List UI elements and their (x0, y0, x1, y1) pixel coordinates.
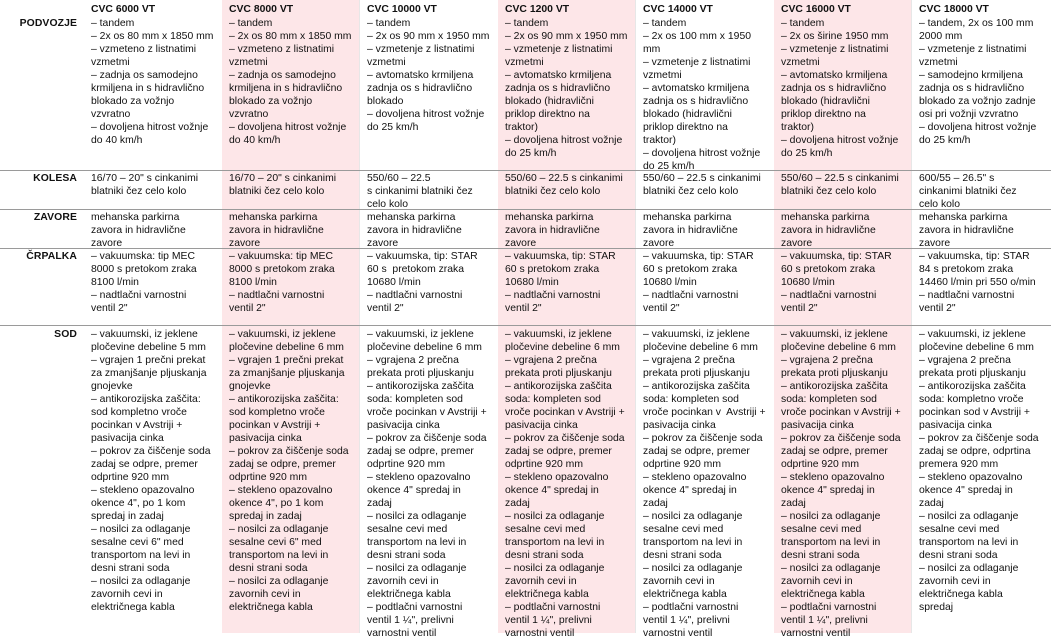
table-cell: mehanska parkirna zavora in hidravlične zavore (643, 212, 738, 249)
table-cell: – tandem – 2x os 80 mm x 1850 mm – vzmeteno z listnatimi vzmetmi – zadnja os samodejno krmiljena in s hidravlično blokado za vožnjo vzvratno – dovoljena hitrost vožnje do 40 km/h (91, 18, 214, 146)
row-label-zavore: ZAVORE (33, 212, 77, 223)
column-separator (911, 0, 912, 633)
table-cell: mehanska parkirna zavora in hidravlične zavore (505, 212, 600, 249)
table-cell: – vakuumski, iz jeklene pločevine debeline 5 mm – vgrajen 1 prečni prekat za zmanjšanje pljuskanja gnojevke – antikorozijska zaščita: sod kompletno vroče pocinkan v Avstriji + pasivacija cinka – pokrov za čiščenje soda zadaj se odpre, premer odprtine 920 mm – stekleno opazovalno okence 4", po 1 kom spredaj in zadaj – nosilci za odlaganje sesalne cevi 6" med transportom na levi in desni strani soda – nosilci za odlaganje zavornih cevi in električnega kabla (91, 329, 211, 613)
row-divider (0, 170, 1051, 171)
row-label-sod: SOD (54, 329, 77, 340)
table-cell: – vakuumska, tip: STAR 60 s pretokom zraka 10680 l/min – nadtlačni varnostni ventil 2" (367, 251, 478, 314)
table-cell: mehanska parkirna zavora in hidravlične zavore (919, 212, 1014, 249)
table-cell: 600/55 – 26.5" s cinkanimi blatniki čez celo kolo (919, 173, 1017, 210)
column-header-model: CVC 1200 VT (505, 4, 570, 15)
column-header-model: CVC 8000 VT (229, 4, 294, 15)
column-separator (359, 0, 360, 633)
table-cell: mehanska parkirna zavora in hidravlične zavore (781, 212, 876, 249)
table-cell: – tandem – 2x os 90 mm x 1950 mm – vzmetenje z listnatimi vzmetmi – avtomatsko krmiljena zadnja os s hidravlično blokado – dovoljena hitrost vožnje do 25 km/h (367, 18, 490, 133)
table-cell: – vakuumski, iz jeklene pločevine debeline 6 mm – vgrajena 2 prečna prekata proti pljuskanju – antikorozijska zaščita soda: kompleten sod vroče pocinkan v Avstriji + pasivacija cinka – pokrov za čiščenje soda zadaj se odpre, premer odprtine 920 mm – stekleno opazovalno okence 4" spredaj in zadaj – nosilci za odlaganje sesalne cevi med transportom na levi in desni strani soda – nosilci za odlaganje zavornih cevi in električnega kabla – podtlačni varnostni ventil 1 ¼", prelivni varnostni ventil (505, 329, 625, 639)
table-cell: – vakuumska: tip MEC 8000 s pretokom zraka 8100 l/min – nadtlačni varnostni ventil 2" (229, 251, 335, 314)
table-cell: – vakuumska, tip: STAR 60 s pretokom zraka 10680 l/min – nadtlačni varnostni ventil 2" (643, 251, 754, 314)
row-divider (0, 209, 1051, 210)
row-divider (0, 325, 1051, 326)
table-cell: 16/70 – 20" s cinkanimi blatniki čez celo kolo (91, 173, 199, 197)
column-header-model: CVC 14000 VT (643, 4, 713, 15)
table-cell: – vakuumski, iz jeklene pločevine debeline 6 mm – vgrajen 1 prečni prekat za zmanjšanje pljuskanja gnojevke – antikorozijska zaščita: sod kompletno vroče pocinkan v Avstriji + pasivacija cinka – pokrov za čiščenje soda zadaj se odpre, premer odprtine 920 mm – stekleno opazovalno okence 4", po 1 kom spredaj in zadaj – nosilci za odlaganje sesalne cevi 6" med transportom na levi in desni strani soda – nosilci za odlaganje zavornih cevi in električnega kabla (229, 329, 349, 613)
row-label-crpalka: ČRPALKA (26, 251, 77, 262)
table-cell: – vakuumski, iz jeklene pločevine debeline 6 mm – vgrajena 2 prečna prekata proti pljuskanju – antikorozijska zaščita soda: kompletno vroče pocinkan sod v Avstriji + pasivacija cinka – pokrov za čiščenje soda zadaj se odpre, odprtina premera 920 mm – stekleno opazovalno okence 4" spredaj in zadaj – nosilci za odlaganje sesalne cevi med transportom na levi in desni strani soda – nosilci za odlaganje zavornih cevi in električnega kabla spredaj (919, 329, 1039, 613)
table-cell: – vakuumska, tip: STAR 84 s pretokom zraka 14460 l/min pri 550 o/min – nadtlačni varnostni ventil 2" (919, 251, 1036, 314)
table-cell: – vakuumska, tip: STAR 60 s pretokom zraka 10680 l/min – nadtlačni varnostni ventil 2" (781, 251, 892, 314)
table-cell: 550/60 – 22.5 s cinkanimi blatniki čez celo kolo (643, 173, 761, 197)
column-header-model: CVC 6000 VT (91, 4, 156, 15)
table-cell: – vakuumski, iz jeklene pločevine debeline 6 mm – vgrajena 2 prečna prekata proti pljuskanju – antikorozijska zaščita soda: kompleten sod vroče pocinkan v Avstriji + pasivacija cinka – pokrov za čiščenje soda zadaj se odpre, premer odprtine 920 mm – stekleno opazovalno okence 4" spredaj in zadaj – nosilci za odlaganje sesalne cevi med transportom na levi in desni strani soda – nosilci za odlaganje zavornih cevi in električnega kabla – podtlačni varnostni ventil 1 ¼", prelivni varnostni ventil (781, 329, 901, 639)
table-cell: – tandem – 2x os 90 mm x 1950 mm – vzmetenje z listnatimi vzmetmi – avtomatsko krmiljena zadnja os s hidravlično blokado (hidravlični priklop direktno na traktor) – dovoljena hitrost vožnje do 25 km/h (505, 18, 628, 159)
column-header-model: CVC 16000 VT (781, 4, 851, 15)
table-cell: – vakuumska, tip: STAR 60 s pretokom zraka 10680 l/min – nadtlačni varnostni ventil 2" (505, 251, 616, 314)
column-header-model: CVC 18000 VT (919, 4, 989, 15)
table-cell: – vakuumski, iz jeklene pločevine debeline 6 mm – vgrajena 2 prečna prekata proti pljuskanju – antikorozijska zaščita soda: kompleten sod vroče pocinkan v Avstriji + pasivacija cinka – pokrov za čiščenje soda zadaj se odpre, premer odprtine 920 mm – stekleno opazovalno okence 4" spredaj in zadaj – nosilci za odlaganje sesalne cevi med transportom na levi in desni strani soda – nosilci za odlaganje zavornih cevi in električnega kabla – podtlačni varnostni ventil 1 ¼", prelivni varnostni ventil (367, 329, 487, 639)
table-cell: 550/60 – 22.5 s cinkanimi blatniki čez celo kolo (367, 173, 473, 210)
column-separator (635, 0, 636, 633)
table-cell: 16/70 – 20" s cinkanimi blatniki čez celo kolo (229, 173, 337, 197)
table-cell: – tandem, 2x os 100 mm 2000 mm – vzmetenje z listnatimi vzmetmi – samodejno krmiljena zadnja os s hidravlično blokado za vožnjo zadnje osi pri vožnji vzvratno – dovoljena hitrost vožnje do 25 km/h (919, 18, 1037, 146)
table-cell: 550/60 – 22.5 s cinkanimi blatniki čez celo kolo (505, 173, 623, 197)
table-cell: – tandem – 2x os 100 mm x 1950 mm – vzmetenje z listnatimi vzmetmi – avtomatsko krmiljena zadnja os s hidravlično blokado (hidravlični priklop direktno na traktor) – dovoljena hitrost vožnje do 25 km/h (643, 18, 761, 172)
table-cell: – vakuumski, iz jeklene pločevine debeline 6 mm – vgrajena 2 prečna prekata proti pljuskanju – antikorozijska zaščita soda: kompleten sod vroče pocinkan v Avstriji + pasivacija cinka – pokrov za čiščenje soda zadaj se odpre, premer odprtine 920 mm – stekleno opazovalno okence 4" spredaj in zadaj – nosilci za odlaganje sesalne cevi med transportom na levi in desni strani soda – nosilci za odlaganje zavornih cevi in električnega kabla – podtlačni varnostni ventil 1 ¼", prelivni varnostni ventil (643, 329, 766, 639)
table-cell: – tandem – 2x os 80 mm x 1850 mm – vzmeteno z listnatimi vzmetmi – zadnja os samodejno krmiljena in s hidravlično blokado za vožnjo vzvratno – dovoljena hitrost vožnje do 40 km/h (229, 18, 352, 146)
table-cell: 550/60 – 22.5 s cinkanimi blatniki čez celo kolo (781, 173, 899, 197)
table-cell: mehanska parkirna zavora in hidravlične zavore (367, 212, 462, 249)
row-label-podvozje: PODVOZJE (19, 18, 77, 29)
table-cell: mehanska parkirna zavora in hidravlične zavore (91, 212, 186, 249)
table-cell: – tandem – 2x os širine 1950 mm – vzmetenje z listnatimi vzmetmi – avtomatsko krmiljena zadnja os s hidravlično blokado (hidravlični priklop direktno na traktor) – dovoljena hitrost vožnje do 25 km/h (781, 18, 899, 159)
table-cell: – vakuumska: tip MEC 8000 s pretokom zraka 8100 l/min – nadtlačni varnostni ventil 2" (91, 251, 197, 314)
column-header-model: CVC 10000 VT (367, 4, 437, 15)
table-cell: mehanska parkirna zavora in hidravlične zavore (229, 212, 324, 249)
row-label-kolesa: KOLESA (33, 173, 77, 184)
